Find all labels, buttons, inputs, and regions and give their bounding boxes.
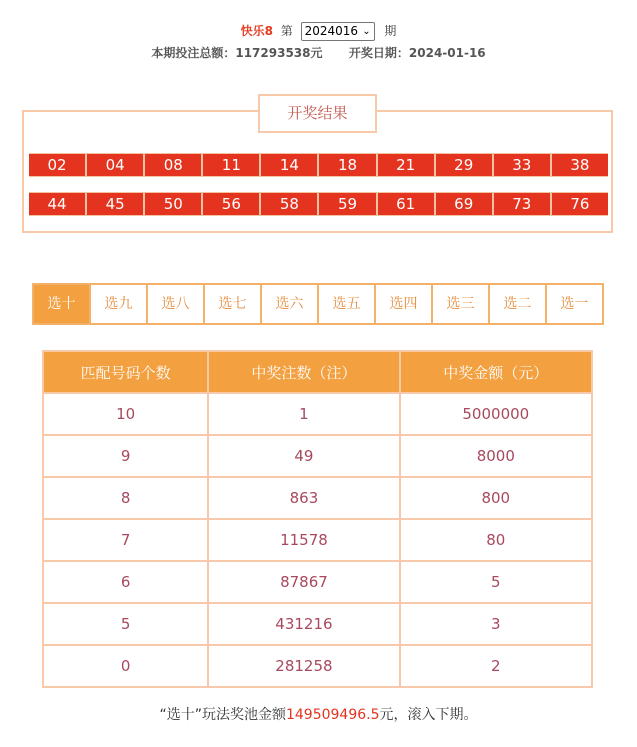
ball: 14: [261, 153, 317, 177]
di-label: 第: [280, 24, 293, 38]
pool-amount: 149509496.5: [285, 707, 380, 723]
ball: 58: [261, 192, 317, 216]
header-amount: 中奖金额（元）: [400, 351, 592, 393]
ball: 08: [145, 153, 201, 177]
match-count-cell: 7: [43, 519, 208, 561]
result-title: 开奖结果: [258, 94, 377, 133]
ball: 04: [87, 153, 143, 177]
tab-xuan2[interactable]: 选二: [490, 285, 547, 323]
tab-xuan10[interactable]: 选十: [34, 285, 91, 323]
match-count-cell: 8: [43, 477, 208, 519]
winners-cell: 863: [208, 477, 399, 519]
ball: 76: [552, 192, 608, 216]
sales-label: 本期投注总额：: [151, 46, 236, 60]
date-label: 开奖日期：: [348, 46, 409, 60]
ball: 73: [494, 192, 550, 216]
winners-cell: 11578: [208, 519, 399, 561]
ball: 56: [203, 192, 259, 216]
winners-cell: 281258: [208, 645, 399, 687]
tab-xuan3[interactable]: 选三: [433, 285, 490, 323]
ball: 29: [436, 153, 492, 177]
date-value: 2024-01-16: [408, 46, 486, 60]
tab-xuan8[interactable]: 选八: [148, 285, 205, 323]
ball: 59: [319, 192, 375, 216]
sales-value: 117293538元: [235, 46, 323, 60]
ball: 45: [87, 192, 143, 216]
amount-cell: 3: [400, 603, 592, 645]
match-count-cell: 9: [43, 435, 208, 477]
table-row: [43, 393, 592, 435]
amount-cell: 5: [400, 561, 592, 603]
play-type-tabs: [32, 283, 604, 325]
ball: 33: [494, 153, 550, 177]
tab-xuan1[interactable]: 选一: [547, 285, 602, 323]
header-info-line: [0, 44, 637, 61]
ball: 61: [378, 192, 434, 216]
table-row: [43, 603, 592, 645]
header-winners: 中奖注数（注）: [208, 351, 399, 393]
issue-select-value: 2024016: [304, 24, 359, 38]
table-row: [43, 645, 592, 687]
table-row: [43, 435, 592, 477]
winners-cell: 431216: [208, 603, 399, 645]
chevron-down-icon: ⌄: [362, 26, 371, 37]
ball: 69: [436, 192, 492, 216]
ball: 21: [378, 153, 434, 177]
ball: 02: [29, 153, 85, 177]
amount-cell: 800: [400, 477, 592, 519]
ball: 18: [319, 153, 375, 177]
amount-cell: 2: [400, 645, 592, 687]
ball-row-1: [29, 153, 608, 177]
ball: 38: [552, 153, 608, 177]
ball: 44: [29, 192, 85, 216]
ball-row-2: [29, 192, 608, 216]
match-count-cell: 0: [43, 645, 208, 687]
match-count-cell: 5: [43, 603, 208, 645]
table-header-row: [43, 351, 592, 393]
table-row: [43, 561, 592, 603]
tab-xuan6[interactable]: 选六: [262, 285, 319, 323]
amount-cell: 80: [400, 519, 592, 561]
tab-xuan5[interactable]: 选五: [319, 285, 376, 323]
pool-prefix: “选十”玩法奖池金额: [159, 707, 286, 723]
tab-xuan7[interactable]: 选七: [205, 285, 262, 323]
prize-table: [42, 350, 593, 688]
issue-select[interactable]: [301, 22, 375, 41]
header-match-count: 匹配号码个数: [43, 351, 208, 393]
winners-cell: 1: [208, 393, 399, 435]
tab-xuan9[interactable]: 选九: [91, 285, 148, 323]
ball: 50: [145, 192, 201, 216]
table-row: [43, 477, 592, 519]
pool-suffix: 元，滚入下期。: [379, 707, 478, 723]
ball: 11: [203, 153, 259, 177]
tab-xuan4[interactable]: 选四: [376, 285, 433, 323]
qi-label: 期: [384, 24, 397, 38]
match-count-cell: 6: [43, 561, 208, 603]
pool-footer: [0, 704, 637, 724]
amount-cell: 5000000: [400, 393, 592, 435]
header-issue-line: [0, 22, 637, 41]
game-name: 快乐8: [240, 24, 273, 38]
table-row: [43, 519, 592, 561]
winners-cell: 87867: [208, 561, 399, 603]
match-count-cell: 10: [43, 393, 208, 435]
winners-cell: 49: [208, 435, 399, 477]
amount-cell: 8000: [400, 435, 592, 477]
